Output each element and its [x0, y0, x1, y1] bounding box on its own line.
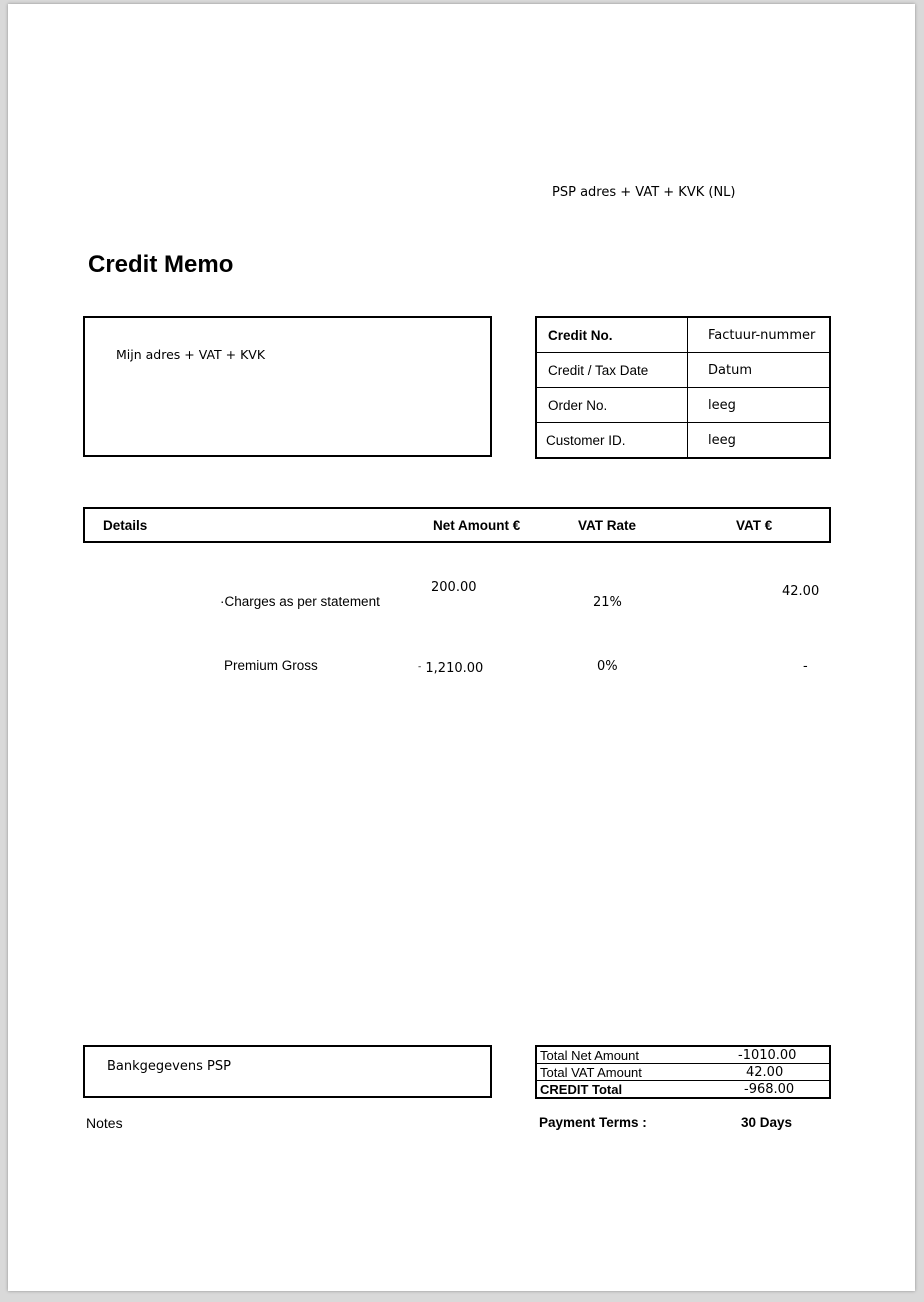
line-item-net-amount: 200.00 — [431, 580, 477, 595]
total-net-value: -1010.00 — [730, 1046, 830, 1064]
line-item-net-amount: - 1,210.00 — [418, 661, 484, 676]
bank-details-box — [83, 1045, 492, 1098]
credit-info-table — [535, 316, 831, 459]
line-item-description: ·Charges as per statement — [220, 594, 380, 609]
vat-rate-column-header: VAT Rate — [578, 518, 637, 533]
payment-terms-label: Payment Terms : — [539, 1115, 647, 1130]
credit-total-value: -968.00 — [744, 1081, 795, 1097]
credit-total-row — [536, 1081, 830, 1099]
vat-column-header: VAT € — [736, 518, 773, 533]
net-amount-column-header: Net Amount € — [433, 518, 521, 533]
total-vat-label: Total VAT Amount — [536, 1064, 730, 1081]
credit-date-label: Credit / Tax Date — [536, 353, 688, 388]
customer-id-value: leeg — [688, 423, 831, 459]
total-net-label: Total Net Amount — [536, 1046, 730, 1064]
total-vat-value: 42.00 — [730, 1064, 830, 1081]
bank-details-text: Bankgegevens PSP — [107, 1059, 231, 1074]
payment-terms-value: 30 Days — [741, 1115, 793, 1130]
details-column-header: Details — [103, 518, 148, 533]
document-page — [8, 4, 915, 1291]
line-item-vat-rate: 0% — [597, 659, 618, 674]
line-item-description: Premium Gross — [224, 658, 318, 673]
total-vat-row — [536, 1064, 830, 1081]
total-net-row — [536, 1046, 830, 1064]
line-item-vat: - — [803, 659, 808, 674]
order-no-label: Order No. — [536, 388, 688, 423]
details-table-header — [83, 507, 831, 543]
order-no-value: leeg — [688, 388, 831, 423]
order-no-row — [536, 388, 830, 423]
credit-date-row — [536, 353, 830, 388]
notes-label: Notes — [86, 1115, 123, 1131]
customer-id-row — [536, 423, 830, 459]
credit-no-label: Credit No. — [536, 317, 688, 353]
line-item-vat: 42.00 — [782, 584, 820, 599]
page-title: Credit Memo — [88, 251, 234, 278]
credit-no-row — [536, 317, 830, 353]
sender-address-box — [83, 316, 492, 457]
totals-table — [535, 1045, 831, 1099]
customer-id-label: Customer ID. — [536, 423, 688, 459]
credit-date-value: Datum — [688, 353, 831, 388]
sender-address: Mijn adres + VAT + KVK — [116, 347, 266, 362]
line-item-vat-rate: 21% — [593, 595, 622, 610]
psp-address: PSP adres + VAT + KVK (NL) — [552, 185, 736, 200]
credit-total-label: CREDIT Total — [540, 1081, 623, 1097]
credit-no-value: Factuur-nummer — [688, 317, 831, 353]
